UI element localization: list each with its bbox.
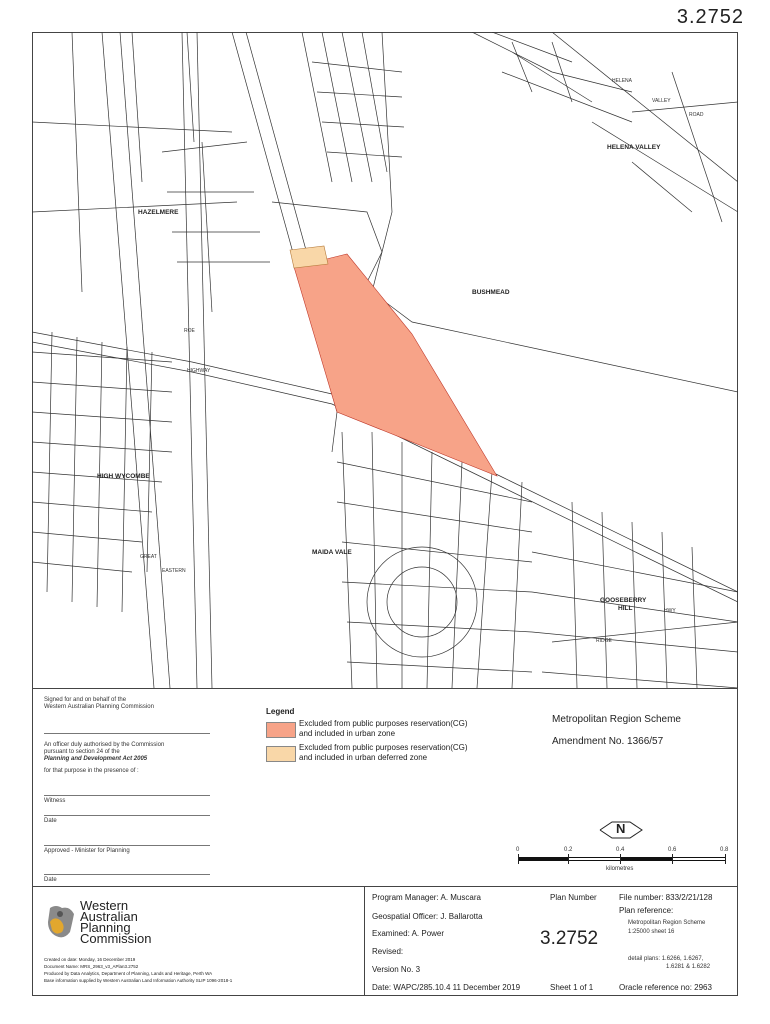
officer-line1: An officer duly authorised by the Commission <box>44 742 165 748</box>
document-name: Document Name: MRS_2963_v3_APlan3.2752 <box>44 964 139 969</box>
file-number: File number: 833/2/21/128 <box>619 893 713 902</box>
plan-reference-1: Metropolitan Region Scheme <box>628 920 706 926</box>
signed-line1: Signed for and on behalf of the <box>44 697 127 703</box>
plan-reference-label: Plan reference: <box>619 906 674 915</box>
created-date: Created on date: Monday, 16 December 2019 <box>44 957 136 962</box>
legend-item-1-line1: Excluded from public purposes reservation(CG) <box>299 719 468 728</box>
examined-by: Examined: A. Power <box>372 929 445 938</box>
date-label: Date <box>44 818 57 824</box>
road-label: HIGHWAY <box>187 368 211 374</box>
base-info: Base information supplied by Western Australian Land Information Authority SLIP 1096-2018-1 <box>44 978 233 983</box>
legend-swatch-urban <box>266 722 296 738</box>
road-label: VALLEY <box>652 98 671 104</box>
road-label: HWY <box>664 608 676 614</box>
purpose-line: for that purpose in the presence of : <box>44 768 139 774</box>
plan-number-label: Plan Number <box>550 893 597 902</box>
scale-tick <box>518 854 519 864</box>
scheme-title: Metropolitan Region Scheme <box>552 714 681 725</box>
geospatial-officer: Geospatial Officer: J. Ballarotta <box>372 912 483 921</box>
signature-line[interactable] <box>44 733 210 734</box>
map-panel-divider <box>32 688 738 689</box>
detail-plans-2: 1.6281 & 1.6282 <box>666 964 711 970</box>
approval-line[interactable] <box>44 845 210 846</box>
revised-label: Revised: <box>372 947 404 956</box>
act-name: Planning and Development Act 2005 <box>44 756 148 762</box>
witness-label: Witness <box>44 798 66 804</box>
date-line[interactable] <box>44 815 210 816</box>
urban-deferred-area[interactable] <box>290 246 328 268</box>
signed-line2: Western Australian Planning Commission <box>44 704 154 710</box>
scale-label: 0 <box>516 847 520 853</box>
scale-tick <box>725 854 726 864</box>
sheet-number: Sheet 1 of 1 <box>550 983 594 992</box>
date-label: Date <box>44 877 57 883</box>
wapc-logo-icon <box>44 902 78 944</box>
plan-date: Date: WAPC/285.10.4 11 December 2019 <box>372 983 521 992</box>
place-label: HAZELMERE <box>138 209 179 216</box>
scale-tick <box>568 854 569 864</box>
place-label: MAIDA VALE <box>312 549 352 556</box>
plan-number: 3.2752 <box>540 928 599 949</box>
road-label: ROE <box>184 328 195 334</box>
org-name-line3: Planning <box>80 920 131 935</box>
legend-swatch-urban-deferred <box>266 746 296 762</box>
legend-item-2-line1: Excluded from public purposes reservation(CG) <box>299 743 468 752</box>
org-name-line4: Commission <box>80 931 152 946</box>
legend-item-2-line2: and included in urban deferred zone <box>299 753 428 762</box>
road-label: ROAD <box>689 112 704 118</box>
road-label: GREAT <box>140 554 157 560</box>
map-canvas <box>32 32 738 688</box>
road-label: HELENA <box>612 78 633 84</box>
legend-title: Legend <box>266 707 295 716</box>
plan-number-top: 3.2752 <box>676 6 744 28</box>
org-name-line1: Western <box>80 898 129 913</box>
date-line[interactable] <box>44 874 210 875</box>
scale-tick <box>672 854 673 864</box>
north-label: N <box>616 821 626 836</box>
oracle-reference: Oracle reference no: 2963 <box>619 983 712 992</box>
place-label: GOOSEBERRY <box>600 597 647 604</box>
detail-plans-1: detail plans: 1.6266, 1.6267, <box>628 956 704 962</box>
scale-bar-segment <box>518 857 568 861</box>
officer-line2: pursuant to section 24 of the <box>44 749 120 755</box>
urban-zone-area[interactable] <box>294 254 497 476</box>
place-label: HILL <box>618 605 633 612</box>
scale-unit: kilometres <box>606 866 634 872</box>
legend-item-1-line2: and included in urban zone <box>299 729 396 738</box>
scale-label: 0.2 <box>564 847 573 853</box>
org-name-line2: Australian <box>80 909 138 924</box>
scale-label: 0.8 <box>720 847 729 853</box>
road-label: RIDGE <box>596 638 612 644</box>
place-label: HELENA VALLEY <box>607 144 661 151</box>
program-manager: Program Manager: A. Muscara <box>372 893 481 902</box>
footer-divider <box>32 886 738 887</box>
scale-bar-segment <box>568 857 620 861</box>
place-label: BUSHMEAD <box>472 289 510 296</box>
road-label: EASTERN <box>162 568 186 574</box>
footer-column-rule <box>364 886 365 996</box>
place-label: HIGH WYCOMBE <box>97 473 150 480</box>
scale-bar-segment <box>620 857 672 861</box>
scale-tick <box>620 854 621 864</box>
amendment-number: Amendment No. 1366/57 <box>552 736 664 747</box>
witness-line[interactable] <box>44 795 210 796</box>
plan-reference-2: 1:25000 sheet 16 <box>628 929 675 935</box>
version-number: Version No. 3 <box>372 965 421 974</box>
map-area[interactable] <box>32 32 738 688</box>
scale-label: 0.6 <box>668 847 677 853</box>
approved-label: Approved - Minister for Planning <box>44 848 130 854</box>
scale-bar-segment <box>672 857 725 861</box>
produced-by: Produced by Data Analytics, Department of Planning, Lands and Heritage, Perth WA <box>44 971 213 976</box>
scale-label: 0.4 <box>616 847 625 853</box>
